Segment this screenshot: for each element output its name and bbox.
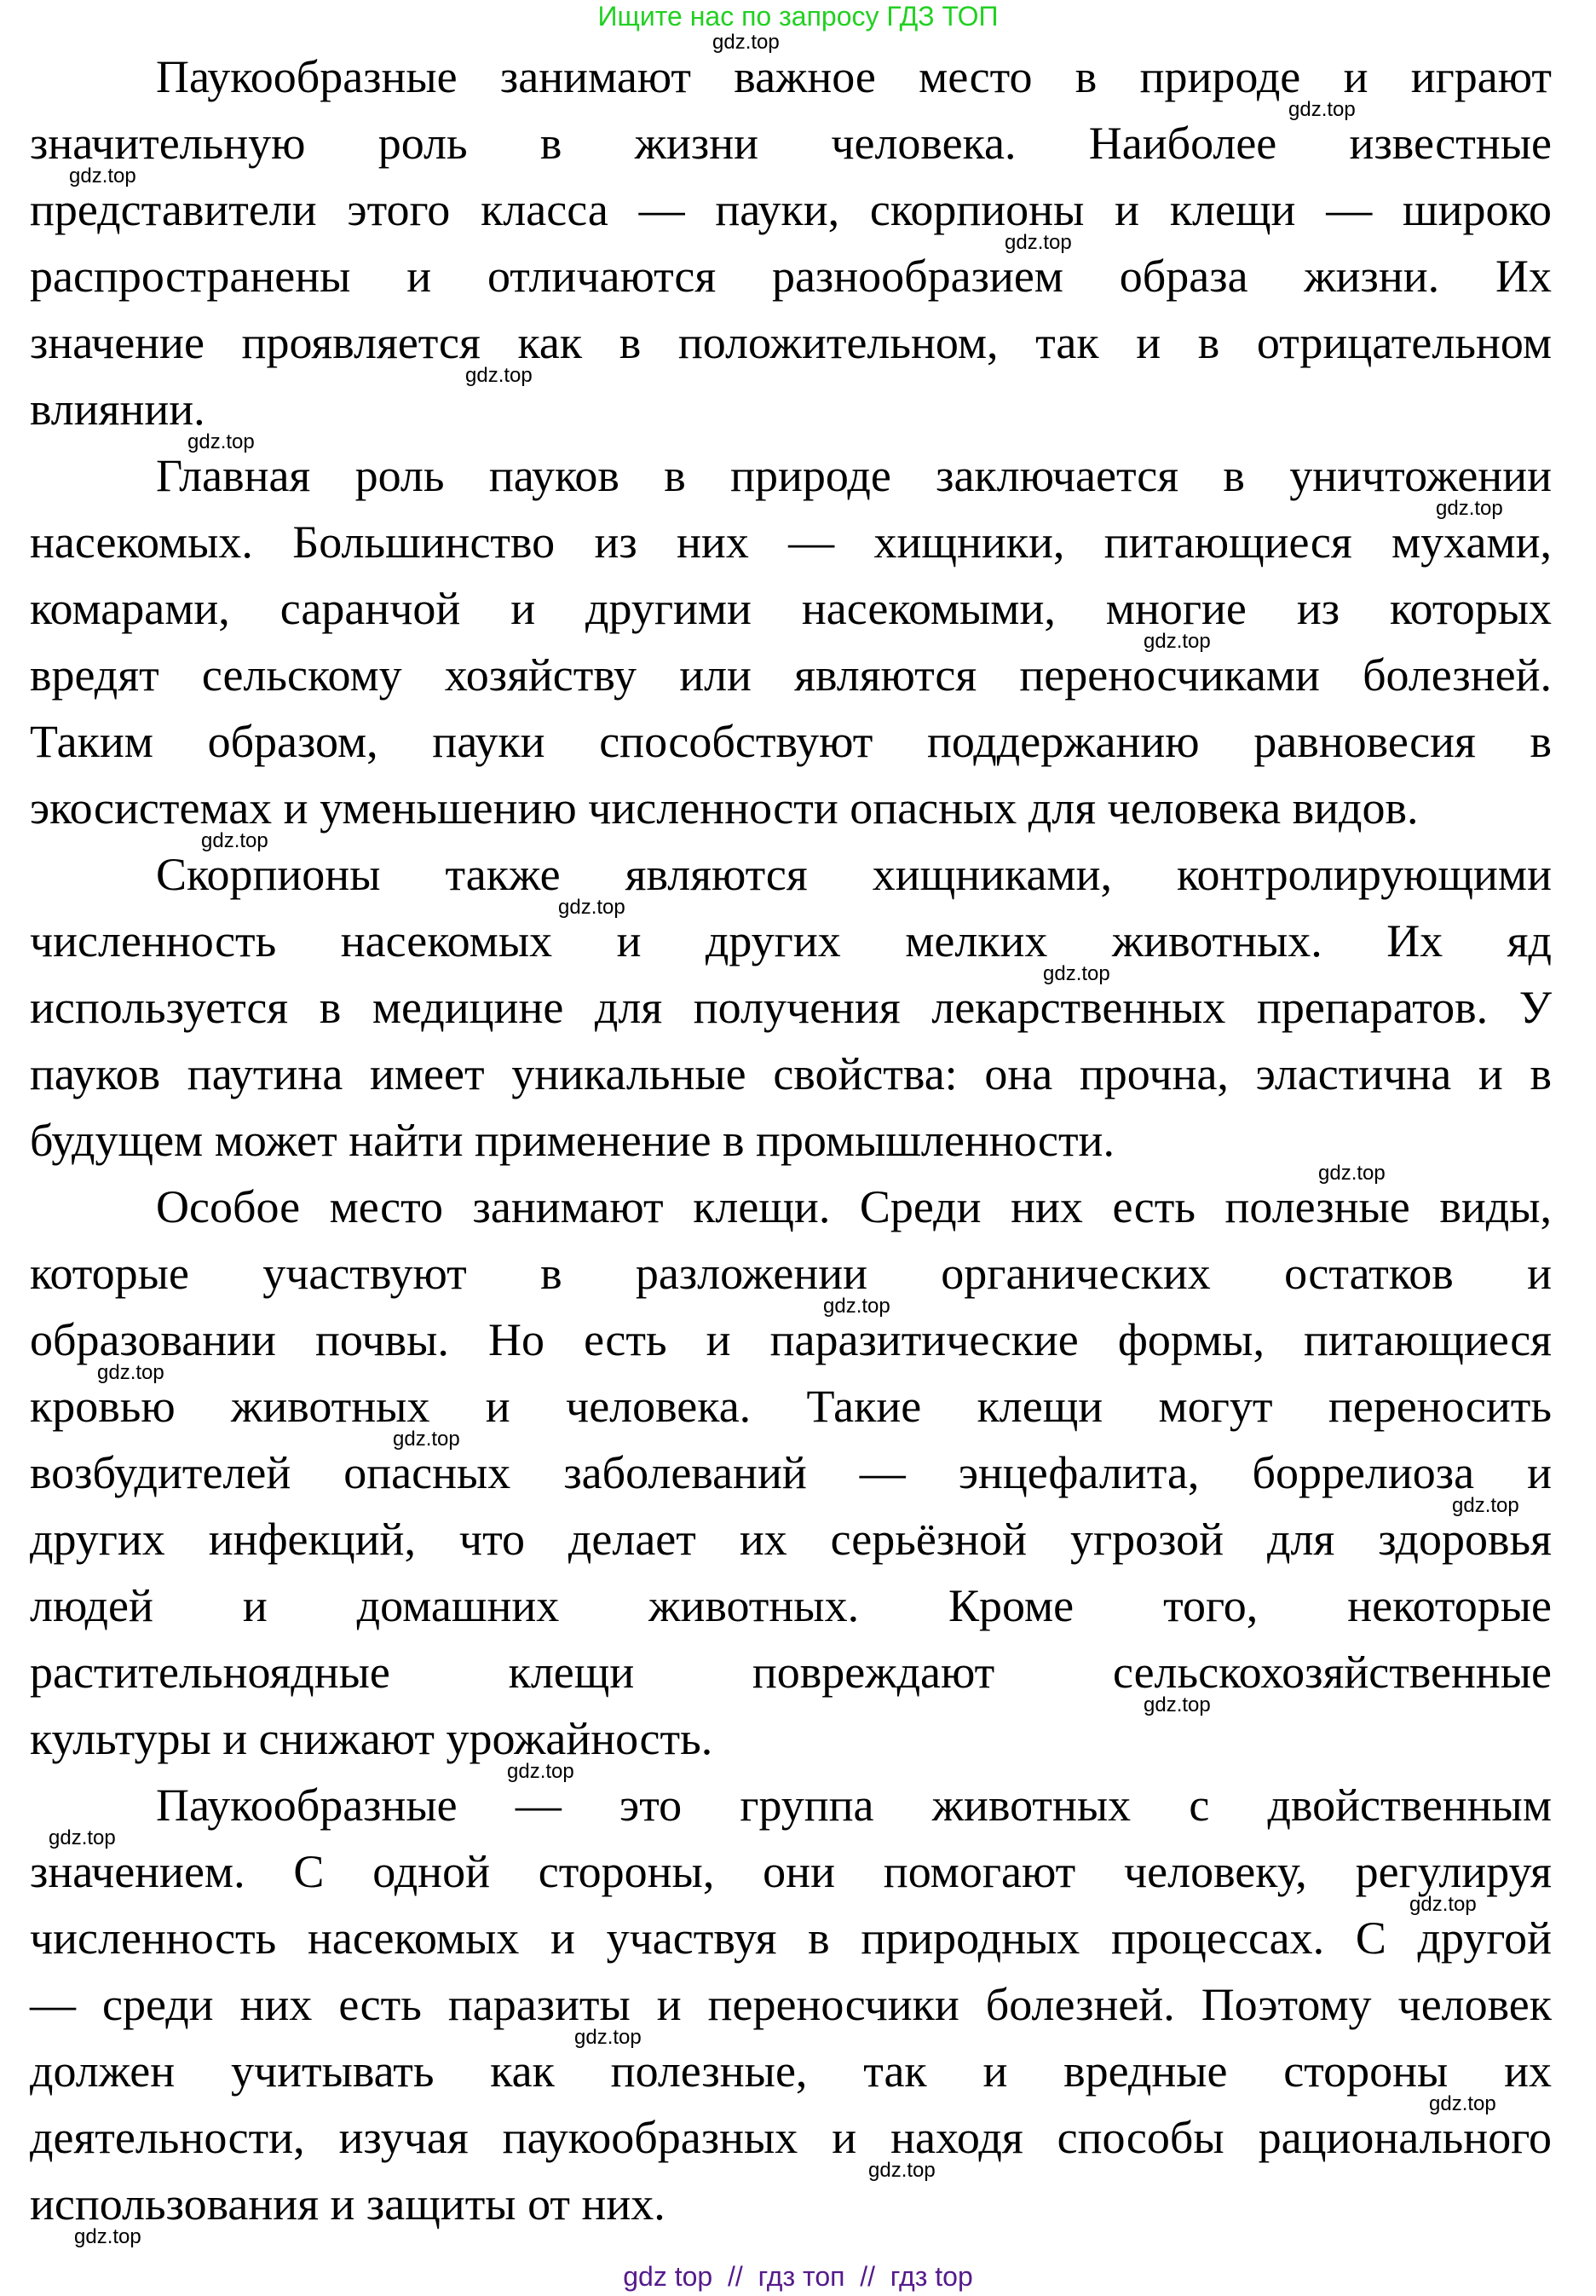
footer-links[interactable]: gdz top // гдз топ // гдз top	[623, 2261, 973, 2292]
gdz-watermark: gdz.top	[868, 2159, 936, 2182]
gdz-watermark: gdz.top	[393, 1428, 460, 1451]
gdz-watermark: gdz.top	[1144, 1693, 1211, 1716]
gdz-watermark: gdz.top	[1409, 1893, 1477, 1916]
paragraph-line: численность насекомых и участвуя в природных процессах. С другой	[30, 1912, 1552, 1964]
gdz-watermark: gdz.top	[1452, 1494, 1519, 1517]
paragraph-line: численность насекомых и других мелких животных. Их яд	[30, 915, 1552, 966]
paragraph-line: Паукообразные — это группа животных с двойственным	[156, 1780, 1552, 1831]
paragraph-line: комарами, саранчой и другими насекомыми, многие из которых	[30, 583, 1552, 634]
gdz-watermark: gdz.top	[558, 896, 625, 919]
paragraph-line: представители этого класса — пауки, скорпионы и клещи — широко	[30, 184, 1552, 235]
paragraph-line: должен учитывать как полезные, так и вредные стороны их	[30, 2045, 1552, 2097]
gdz-watermark: gdz.top	[74, 2225, 141, 2248]
gdz-watermark: gdz.top	[1043, 962, 1110, 985]
gdz-watermark: gdz.top	[1005, 231, 1072, 254]
paragraph-line: значением. С одной стороны, они помогают человеку, регулируя	[30, 1846, 1552, 1897]
paragraph-line: Скорпионы также являются хищниками, контролирующими	[156, 849, 1552, 900]
gdz-watermark: gdz.top	[1288, 98, 1356, 121]
paragraph-line: Главная роль пауков в природе заключается в уничтожении	[156, 450, 1552, 501]
gdz-watermark: gdz.top	[69, 164, 136, 187]
essay-text	[30, 51, 1552, 2247]
paragraph-line: использования и защиты от них.	[30, 2178, 665, 2230]
gdz-watermark: gdz.top	[187, 430, 255, 453]
paragraph-line: распространены и отличаются разнообразием образа жизни. Их	[30, 251, 1552, 302]
paragraph-line: используется в медицине для получения лекарственных препаратов. У	[30, 982, 1552, 1033]
paragraph-line: деятельности, изучая паукообразных и находя способы рационального	[30, 2112, 1552, 2163]
gdz-watermark: gdz.top	[507, 1760, 574, 1783]
gdz-watermark: gdz.top	[823, 1295, 890, 1318]
paragraph-line: будущем может найти применение в промышленности.	[30, 1115, 1115, 1166]
gdz-watermark: gdz.top	[712, 31, 780, 54]
paragraph-line: пауков паутина имеет уникальные свойства: она прочна, эластична и в	[30, 1048, 1552, 1099]
paragraph-line: вредят сельскому хозяйству или являются переносчиками болезней.	[30, 649, 1552, 701]
paragraph-line: насекомых. Большинство из них — хищники, питающиеся мухами,	[30, 516, 1552, 568]
gdz-watermark: gdz.top	[97, 1361, 164, 1384]
paragraph-line: влиянии.	[30, 384, 205, 435]
gdz-watermark: gdz.top	[1429, 2092, 1496, 2115]
paragraph-line: Таким образом, пауки способствуют поддержанию равновесия в	[30, 716, 1552, 767]
paragraph-line: других инфекций, что делает их серьёзной угрозой для здоровья	[30, 1514, 1552, 1565]
paragraph-line: значительную роль в жизни человека. Наиболее известные	[30, 118, 1552, 169]
paragraph-line: людей и домашних животных. Кроме того, некоторые	[30, 1580, 1552, 1631]
gdz-watermark: gdz.top	[465, 364, 533, 387]
paragraph-line: возбудителей опасных заболеваний — энцефалита, боррелиоза и	[30, 1447, 1552, 1498]
gdz-watermark: gdz.top	[1318, 1162, 1386, 1185]
gdz-watermark: gdz.top	[201, 829, 268, 852]
gdz-watermark: gdz.top	[574, 2026, 642, 2049]
gdz-watermark: gdz.top	[1436, 497, 1503, 520]
paragraph-line: экосистемах и уменьшению численности опасных для человека видов.	[30, 782, 1419, 834]
search-hint-banner: Ищите нас по запросу ГДЗ ТОП	[597, 1, 999, 32]
gdz-watermark: gdz.top	[49, 1826, 116, 1849]
paragraph-line: Особое место занимают клещи. Среди них есть полезные виды,	[156, 1181, 1552, 1232]
paragraph-line: — среди них есть паразиты и переносчики болезней. Поэтому человек	[30, 1979, 1552, 2030]
gdz-watermark: gdz.top	[1144, 630, 1211, 653]
paragraph-line: растительноядные клещи повреждают сельскохозяйственные	[30, 1647, 1552, 1698]
paragraph-line: кровью животных и человека. Такие клещи могут переносить	[30, 1381, 1552, 1432]
paragraph-line: культуры и снижают урожайность.	[30, 1713, 713, 1764]
paragraph-line: значение проявляется как в положительном, так и в отрицательном	[30, 317, 1552, 368]
paragraph-line: Паукообразные занимают важное место в природе и играют	[156, 51, 1552, 102]
paragraph-line: образовании почвы. Но есть и паразитические формы, питающиеся	[30, 1314, 1552, 1365]
paragraph-line: которые участвуют в разложении органических остатков и	[30, 1248, 1552, 1299]
